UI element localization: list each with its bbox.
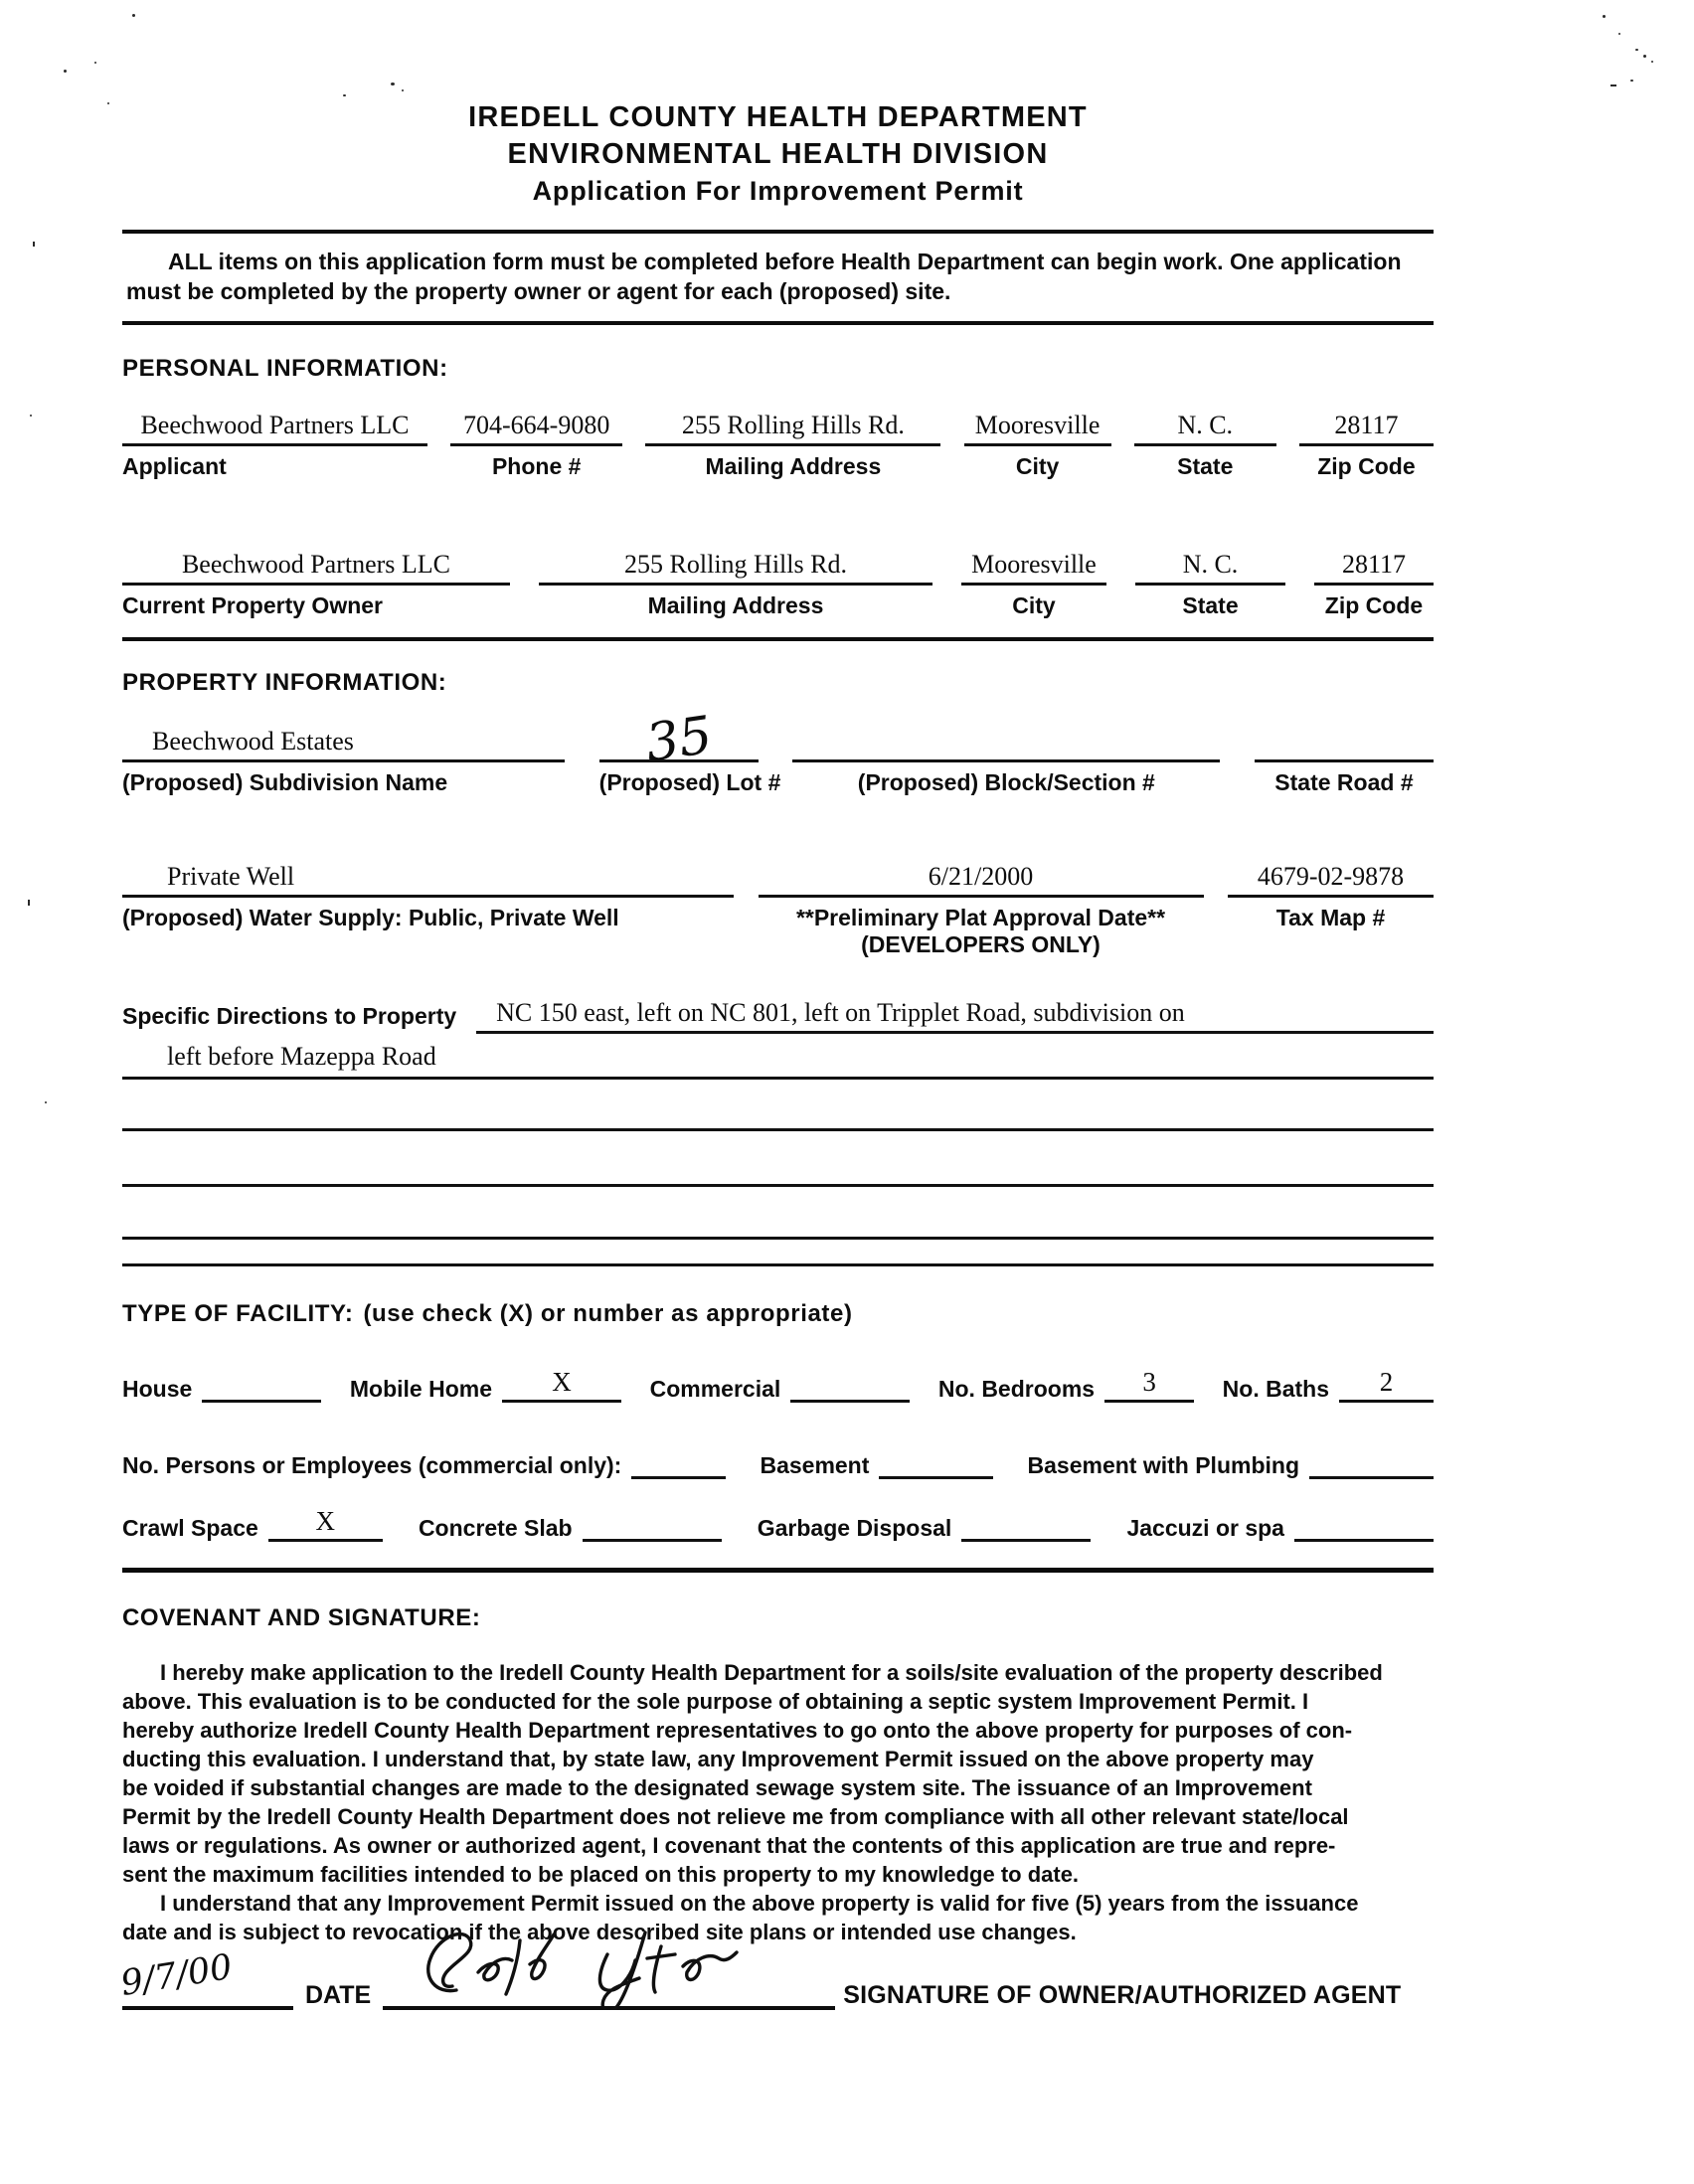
- owner-city-label: City: [1012, 592, 1056, 618]
- applicant-label: Applicant: [122, 453, 227, 479]
- section-heading-facility: [122, 1300, 1434, 1328]
- field-mailing-address: [645, 399, 940, 480]
- jaccuzi-label: Jaccuzi or spa: [1126, 1515, 1284, 1541]
- form-title: Application For Improvement Permit: [532, 176, 1024, 206]
- lot-number-handwritten-value: 35: [641, 705, 716, 774]
- persons-blank: [631, 1446, 726, 1479]
- signature-line: [383, 1950, 835, 2010]
- basement-blank: [879, 1446, 993, 1479]
- state-value: N. C.: [1134, 399, 1276, 446]
- facility-basement: [760, 1446, 993, 1479]
- owner-mailing-label: Mailing Address: [647, 592, 824, 618]
- directions-label: Specific Directions to Property: [122, 1003, 457, 1029]
- covenant-line: laws or regulations. As owner or authorized agent, I covenant that the contents of this application are true and repre-: [122, 1833, 1336, 1858]
- subdivision-row: [122, 705, 1434, 796]
- directions-value-line1: NC 150 east, left on NC 801, left on Tripplet Road, subdivision on: [476, 998, 1434, 1034]
- baths-blank: [1339, 1367, 1434, 1403]
- date-line: [117, 1946, 293, 2010]
- facility-baths: [1222, 1367, 1434, 1403]
- basement-label: Basement: [760, 1452, 870, 1478]
- concrete-slab-blank: [583, 1509, 722, 1542]
- facility-row-1: [122, 1367, 1434, 1403]
- owner-value: Beechwood Partners LLC: [122, 538, 510, 586]
- facility-garbage-disposal: [758, 1509, 1092, 1542]
- block-section-label: (Proposed) Block/Section #: [857, 769, 1155, 795]
- facility-mobile-home: [349, 1367, 621, 1403]
- field-applicant: [122, 399, 427, 480]
- water-supply-label: (Proposed) Water Supply: Public, Private Well: [122, 905, 619, 930]
- bedrooms-value: 3: [1142, 1367, 1156, 1397]
- phone-value: 704-664-9080: [450, 399, 622, 446]
- mobile-home-label: Mobile Home: [349, 1376, 493, 1402]
- baths-value: 2: [1379, 1367, 1394, 1397]
- jaccuzi-blank: [1294, 1509, 1434, 1542]
- mobile-home-check: X: [552, 1367, 572, 1397]
- facility-row-3: [122, 1506, 1434, 1542]
- concrete-slab-label: Concrete Slab: [418, 1515, 573, 1541]
- owner-zip-label: Zip Code: [1324, 592, 1424, 618]
- plat-approval-date-label: **Preliminary Plat Approval Date**: [795, 905, 1166, 930]
- owner-state-value: N. C.: [1135, 538, 1285, 586]
- field-state-road: [1255, 715, 1434, 796]
- lot-number-label: (Proposed) Lot #: [598, 769, 781, 795]
- facility-row-2: [122, 1446, 1434, 1479]
- covenant-line: I understand that any Improvement Permit issued on the above property is valid for five (5) years from the issuance: [160, 1891, 1359, 1916]
- state-road-value: [1255, 715, 1434, 762]
- facility-house: [122, 1370, 321, 1403]
- notice-body: items on this application form must be completed before Health Department can begin work. One application must be completed by the property owner or agent for each (proposed) site.: [126, 249, 1402, 304]
- baths-label: No. Baths: [1222, 1376, 1329, 1402]
- facility-crawl-space: [122, 1506, 383, 1542]
- facility-concrete-slab: [419, 1509, 722, 1542]
- facility-heading: TYPE OF FACILITY:: [122, 1300, 354, 1327]
- blank-line: [122, 1131, 1434, 1187]
- lot-number-line: [599, 705, 759, 774]
- garbage-disposal-blank: [961, 1509, 1091, 1542]
- city-label: City: [1015, 453, 1060, 479]
- header-division: ENVIRONMENTAL HEALTH DIVISION: [507, 138, 1049, 170]
- house-blank: [202, 1370, 321, 1403]
- water-supply-row: [122, 850, 1434, 958]
- phone-label: Phone #: [491, 453, 582, 479]
- plat-approval-developers-only-label: (DEVELOPERS ONLY): [861, 931, 1101, 957]
- covenant-line: Permit by the Iredell County Health Department does not relieve me from compliance with all other relevant state/local: [122, 1804, 1349, 1829]
- header-department: IREDELL COUNTY HEALTH DEPARTMENT: [468, 101, 1088, 133]
- garbage-disposal-label: Garbage Disposal: [757, 1515, 952, 1541]
- applicant-row: [122, 399, 1434, 480]
- commercial-label: Commercial: [649, 1376, 781, 1402]
- basement-plumbing-label: Basement with Plumbing: [1027, 1452, 1299, 1478]
- section-heading-covenant: COVENANT AND SIGNATURE:: [122, 1604, 481, 1631]
- crawl-space-check: X: [315, 1506, 336, 1536]
- crawl-space-label: Crawl Space: [122, 1515, 258, 1541]
- facility-jaccuzi: [1126, 1509, 1434, 1542]
- water-supply-value: Private Well: [122, 850, 734, 898]
- directions-row: [122, 998, 1434, 1034]
- mobile-home-blank: [502, 1367, 621, 1403]
- owner-mailing-value: 255 Rolling Hills Rd.: [539, 538, 932, 586]
- tax-map-value: 4679-02-9878: [1228, 850, 1434, 898]
- owner-zip-value: 28117: [1314, 538, 1434, 586]
- field-phone: [450, 399, 622, 480]
- field-owner-zip: [1314, 538, 1434, 619]
- blank-line: [122, 1240, 1434, 1266]
- owner-city-value: Mooresville: [961, 538, 1106, 586]
- facility-basement-plumbing: [1028, 1446, 1434, 1479]
- signature-caption: SIGNATURE OF OWNER/AUTHORIZED AGENT: [843, 1981, 1402, 2009]
- blank-line: [122, 1080, 1434, 1131]
- plat-approval-date-value: 6/21/2000: [759, 850, 1204, 898]
- field-owner: [122, 538, 510, 619]
- bedrooms-label: No. Bedrooms: [937, 1376, 1096, 1402]
- crawl-space-blank: [268, 1506, 383, 1542]
- blank-line: [122, 1187, 1434, 1240]
- facility-bedrooms: [937, 1367, 1194, 1403]
- owner-state-label: State: [1182, 592, 1239, 618]
- commercial-blank: [790, 1370, 910, 1403]
- facility-persons: [122, 1446, 726, 1479]
- state-road-label: State Road #: [1274, 769, 1414, 795]
- state-label: State: [1177, 453, 1234, 479]
- owner-label: Current Property Owner: [122, 592, 383, 618]
- field-state: [1134, 399, 1276, 480]
- field-owner-mailing: [539, 538, 932, 619]
- field-owner-city: [961, 538, 1106, 619]
- section-divider: [122, 1568, 1434, 1573]
- section-divider: [122, 637, 1434, 641]
- persons-label: No. Persons or Employees (commercial only):: [122, 1452, 622, 1478]
- field-subdivision: [122, 715, 565, 796]
- tax-map-label: Tax Map #: [1275, 905, 1386, 930]
- covenant-line: ducting this evaluation. I understand that, by state law, any Improvement Permit issued on the above property may: [122, 1747, 1314, 1771]
- block-section-value: [792, 715, 1220, 762]
- city-value: Mooresville: [964, 399, 1111, 446]
- mailing-address-value: 255 Rolling Hills Rd.: [645, 399, 940, 446]
- field-water-supply: [122, 850, 734, 931]
- field-plat-approval-date: [759, 850, 1204, 958]
- field-tax-map: [1228, 850, 1434, 931]
- zip-label: Zip Code: [1317, 453, 1416, 479]
- subdivision-label: (Proposed) Subdivision Name: [122, 769, 448, 795]
- instructions-notice: [122, 230, 1434, 325]
- section-heading-property: PROPERTY INFORMATION:: [122, 669, 447, 696]
- notice-text: [126, 247, 1430, 306]
- signature-row: [117, 1946, 1434, 2010]
- field-city: [964, 399, 1111, 480]
- bedrooms-blank: [1104, 1367, 1194, 1403]
- covenant-line: date and is subject to revocation if the above described site plans or intended use changes.: [122, 1920, 1077, 1944]
- owner-signature-handwriting: [413, 1919, 810, 2010]
- covenant-text: [122, 1658, 1434, 1946]
- applicant-value: Beechwood Partners LLC: [122, 399, 427, 446]
- notice-lead: ALL: [168, 249, 213, 274]
- mailing-address-label: Mailing Address: [705, 453, 882, 479]
- form-header: [122, 99, 1434, 210]
- covenant-line: above. This evaluation is to be conducted for the sole purpose of obtaining a septic system Improvement Permit. I: [122, 1689, 1309, 1714]
- handwritten-date: 9/7/00: [117, 1946, 236, 2004]
- field-lot-number: [598, 705, 781, 796]
- directions-value-line2: left before Mazeppa Road: [122, 1034, 1434, 1080]
- zip-value: 28117: [1299, 399, 1434, 446]
- field-block-section: [792, 715, 1220, 796]
- house-label: House: [122, 1376, 193, 1402]
- covenant-line: be voided if substantial changes are made to the designated sewage system site. The issuance of an Improvement: [122, 1775, 1312, 1800]
- section-heading-personal: PERSONAL INFORMATION:: [122, 355, 448, 382]
- basement-plumbing-blank: [1309, 1446, 1434, 1479]
- subdivision-value: Beechwood Estates: [122, 715, 565, 762]
- covenant-line: hereby authorize Iredell County Health Department representatives to go onto the above property for purposes of con-: [122, 1718, 1353, 1743]
- owner-row: [122, 538, 1434, 619]
- covenant-line: sent the maximum facilities intended to be placed on this property to my knowledge to date.: [122, 1862, 1080, 1887]
- date-label: DATE: [305, 1981, 372, 2009]
- facility-commercial: [650, 1370, 911, 1403]
- facility-heading-note: (use check (X) or number as appropriate): [363, 1300, 853, 1327]
- covenant-line: I hereby make application to the Iredell County Health Department for a soils/site evaluation of the property described: [160, 1660, 1383, 1685]
- field-zip: [1299, 399, 1434, 480]
- field-owner-state: [1135, 538, 1285, 619]
